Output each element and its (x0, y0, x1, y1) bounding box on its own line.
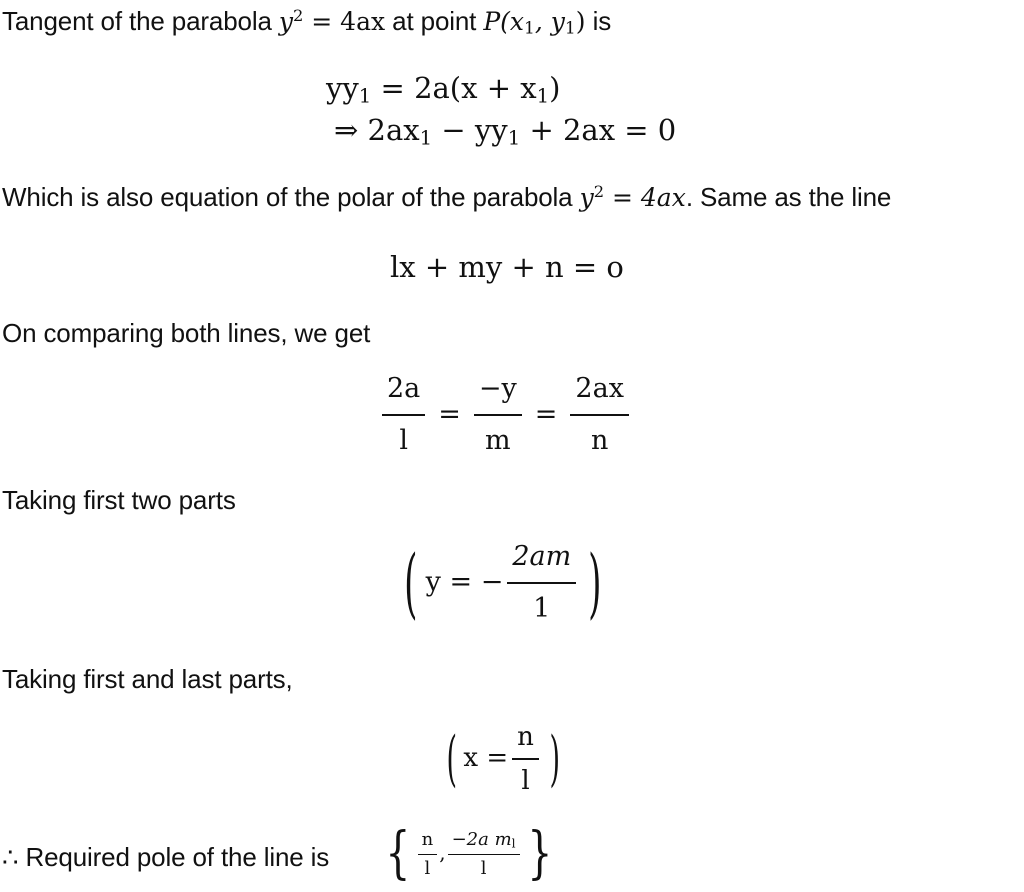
is-text: is (592, 6, 612, 36)
fraction-negy-over-m: $\frac{-y}{m}$ (474, 372, 522, 458)
intro-line (2, 6, 611, 37)
pole-x-fraction: $\frac{n}{l}$ (418, 828, 438, 881)
polar-line: Which is also equation of the polar of the parabola $y^2 = 4ax$. Same as the line (2, 182, 892, 212)
comparing-text: On comparing both lines, we get (2, 318, 371, 348)
therefore-icon: ∴ (2, 842, 19, 872)
tangent-equation: $yy_1 = 2a(x + x_1)$ (326, 71, 561, 108)
first-two-parts-text: Taking first two parts (2, 485, 236, 515)
intro-text: Tangent of the parabola (2, 6, 272, 36)
line-equation: lx + my + n = o (390, 250, 624, 284)
pole-y-fraction: $\frac{-2a m_l}{l}$ (448, 828, 520, 881)
fraction-2ax-over-n: $\frac{2ax}{n}$ (570, 372, 629, 458)
fraction-n-over-l: $\frac{n}{l}$ (512, 720, 539, 798)
parabola-equation: $y^2 = 4ax$ (278, 6, 386, 36)
pole-coordinates: { $\frac{n}{l}$ , $\frac{-2a m_l}{l}$ } (385, 821, 552, 886)
point-p: $P(x_1$, $y_1$) (483, 7, 586, 39)
at-point-text: at point (392, 6, 477, 36)
parabola-equation-2: $y^2 = 4ax$ (579, 182, 686, 212)
fraction-2am-over-1: $\frac{2am}{1}$ (507, 540, 576, 626)
comparison-equation: $\frac{2a}{l}$ = $\frac{-y}{m}$ = $\frac{2ax}{n}$ (378, 372, 633, 458)
x-solution: ( x = $\frac{n}{l}$ ) (446, 722, 560, 796)
first-last-parts-text: Taking first and last parts, (2, 664, 293, 694)
fraction-2a-over-l: $\frac{2a}{l}$ (382, 372, 425, 458)
tangent-rearranged: ⇒ $2ax_1 - yy_1 + 2ax = 0$ (334, 113, 677, 150)
pole-line: ∴ Required pole of the line is (2, 842, 330, 872)
y-solution: ( y = − $\frac{2am}{1}$ ) (404, 538, 602, 627)
